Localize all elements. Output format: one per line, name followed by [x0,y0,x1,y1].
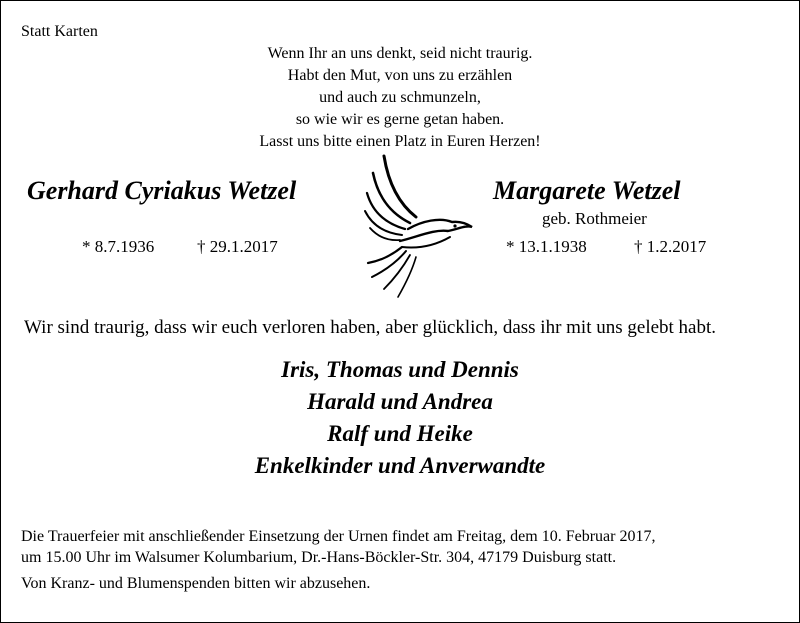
person-right-died: † 1.2.2017 [634,237,707,256]
family-line: Iris, Thomas und Dennis [281,357,519,382]
dove-icon [362,151,474,301]
statt-karten-label: Statt Karten [21,23,98,40]
poem-line: Wenn Ihr an uns denkt, seid nicht traurig. [267,45,533,62]
poem-line: und auch zu schmunzeln, [319,89,481,106]
person-left-died: † 29.1.2017 [197,237,278,256]
poem-line: so wie wir es gerne getan haben. [295,111,505,128]
family-line: Harald und Andrea [307,389,493,414]
ceremony-location-line: um 15.00 Uhr im Walsumer Kolumbarium, Dr.-Hans-Böckler-Str. 304, 47179 Duisburg statt. [21,549,617,566]
person-left-born: * 8.7.1936 [82,237,155,256]
person-right-maiden-name: geb. Rothmeier [542,209,647,228]
ceremony-info-line: Die Trauerfeier mit anschließender Einsetzung der Urnen findet am Freitag, dem 10. Februar 2017, [21,528,656,545]
statement-text: Wir sind traurig, dass wir euch verloren haben, aber glücklich, dass ihr mit uns gelebt habt. [24,317,717,338]
poem-line: Habt den Mut, von uns zu erzählen [287,67,513,84]
family-line: Ralf und Heike [327,421,473,446]
flowers-note: Von Kranz- und Blumenspenden bitten wir abzusehen. [21,575,371,592]
family-line: Enkelkinder und Anverwandte [254,453,546,478]
person-left-name: Gerhard Cyriakus Wetzel [27,176,297,205]
family-list [1,354,799,482]
person-right-name: Margarete Wetzel [493,176,681,205]
poem [1,43,799,153]
person-right-born: * 13.1.1938 [506,237,587,256]
poem-line: Lasst uns bitte einen Platz in Euren Herzen! [259,133,541,150]
